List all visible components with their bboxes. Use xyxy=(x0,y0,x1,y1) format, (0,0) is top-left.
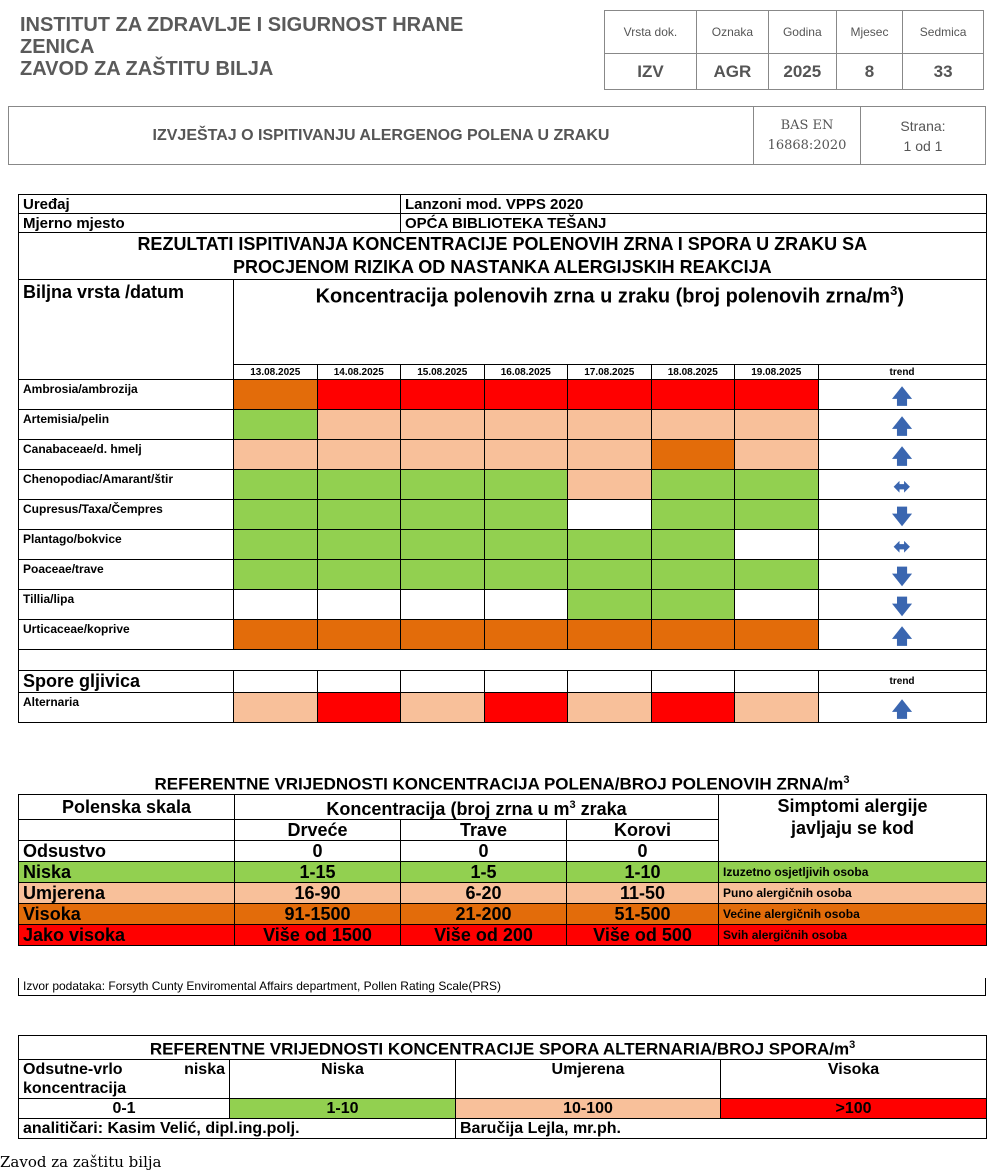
reference-row xyxy=(19,883,987,904)
concentration-cell xyxy=(484,530,568,560)
concentration-cell xyxy=(568,470,652,500)
scale-level: Umjerena xyxy=(19,883,235,904)
concentration-cell xyxy=(317,590,401,620)
concentration-cell xyxy=(735,470,819,500)
concentration-cell xyxy=(735,590,819,620)
reference-row xyxy=(19,862,987,883)
concentration-cell xyxy=(317,410,401,440)
left-right-arrow-icon: ⬌ xyxy=(893,536,911,558)
concentration-cell xyxy=(735,380,819,410)
scale-level: Odsustvo xyxy=(19,841,235,862)
symptoms-header xyxy=(719,795,987,862)
concentration-cell xyxy=(735,410,819,440)
reference-alternaria-title-sup: 3 xyxy=(849,1039,856,1051)
alt-header-moderate: Umjerena xyxy=(456,1059,721,1098)
trees-range: 91-1500 xyxy=(235,904,401,925)
date-header: 14.08.2025 xyxy=(317,365,401,380)
scale-header: Polenska skala xyxy=(19,795,235,820)
trend-cell xyxy=(818,560,986,590)
alt-value-low: 1-10 xyxy=(230,1098,456,1118)
concentration-cell xyxy=(651,620,735,650)
group-trees: Drveće xyxy=(235,820,401,841)
alt-header-low: Niska xyxy=(230,1059,456,1098)
concentration-cell xyxy=(234,410,318,440)
concentration-cell xyxy=(401,440,485,470)
concentration-cell xyxy=(651,560,735,590)
species-name: Urticaceae/koprive xyxy=(19,620,234,650)
grass-range: Više od 200 xyxy=(401,925,567,946)
concentration-cell xyxy=(651,500,735,530)
species-name: Plantago/bokvice xyxy=(19,530,234,560)
species-name: Alternaria xyxy=(19,693,234,723)
trend-cell xyxy=(818,620,986,650)
concentration-cell xyxy=(484,410,568,440)
concentration-cell xyxy=(735,500,819,530)
species-name: Canabaceae/d. hmelj xyxy=(19,440,234,470)
standard-line-2: 16868:2020 xyxy=(767,137,847,153)
device-label: Uređaj xyxy=(19,195,401,214)
page-label: Strana: xyxy=(900,117,946,134)
conc-header-text: Koncentracija (broj zrna u m xyxy=(326,799,570,819)
concentration-cell xyxy=(234,440,318,470)
table-row xyxy=(19,470,987,500)
group-grass: Trave xyxy=(401,820,567,841)
concentration-cell xyxy=(484,620,568,650)
concentration-header xyxy=(234,280,987,365)
spores-trend-header: trend xyxy=(818,671,986,693)
concentration-cell xyxy=(317,380,401,410)
empty-cell xyxy=(234,671,318,693)
table-row xyxy=(19,560,987,590)
page-value: 1 od 1 xyxy=(903,137,943,154)
concentration-cell xyxy=(401,380,485,410)
concentration-cell xyxy=(651,380,735,410)
trees-range: 16-90 xyxy=(235,883,401,904)
concentration-cell xyxy=(568,590,652,620)
concentration-cell xyxy=(568,440,652,470)
analysts-label: analitičari: Kasim Velić, dipl.ing.polj. xyxy=(19,1118,456,1138)
meta-label-month: Mjesec xyxy=(836,11,903,54)
reference-pollen-table xyxy=(18,794,987,946)
device-value: Lanzoni mod. VPPS 2020 xyxy=(401,195,987,214)
concentration-cell xyxy=(484,560,568,590)
symptom-text: Svih alergičnih osoba xyxy=(719,925,987,946)
concentration-cell xyxy=(401,693,485,723)
alt-value-absent: 0-1 xyxy=(19,1098,230,1118)
trend-cell xyxy=(818,440,986,470)
spores-header-row xyxy=(19,671,987,693)
concentration-cell xyxy=(401,530,485,560)
down-arrow-icon: 🡇 xyxy=(891,506,913,528)
up-arrow-icon: 🡅 xyxy=(891,446,913,468)
institute-name xyxy=(20,14,580,80)
scale-header-blank xyxy=(19,820,235,841)
table-row xyxy=(19,500,987,530)
weeds-range: Više od 500 xyxy=(567,925,719,946)
concentration-cell xyxy=(735,560,819,590)
concentration-cell xyxy=(735,620,819,650)
empty-cell xyxy=(651,671,735,693)
concentration-cell xyxy=(568,620,652,650)
scale-level: Visoka xyxy=(19,904,235,925)
meta-label-code: Oznaka xyxy=(696,11,768,54)
symptoms-header-line-2: javljaju se kod xyxy=(791,818,915,838)
date-header: 16.08.2025 xyxy=(484,365,568,380)
species-name: Chenopodiac/Amarant/štir xyxy=(19,470,234,500)
concentration-cell xyxy=(401,410,485,440)
symptoms-header-line-1: Simptomi alergije xyxy=(777,796,928,816)
concentration-cell xyxy=(401,620,485,650)
down-arrow-icon: 🡇 xyxy=(891,566,913,588)
standard-line-1: BAS EN xyxy=(780,117,834,133)
institute-line-3: ZAVOD ZA ZAŠTITU BILJA xyxy=(20,58,274,80)
location-label: Mjerno mjesto xyxy=(19,214,401,233)
alt-header-high: Visoka xyxy=(721,1059,987,1098)
concentration-cell xyxy=(234,380,318,410)
concentration-cell xyxy=(651,693,735,723)
meta-value-doc-type: IZV xyxy=(605,54,697,90)
empty-cell xyxy=(735,671,819,693)
concentration-cell xyxy=(234,470,318,500)
concentration-header-sup: 3 xyxy=(890,283,898,298)
grass-range: 0 xyxy=(401,841,567,862)
trend-cell xyxy=(818,470,986,500)
reference-row xyxy=(19,904,987,925)
scale-level: Niska xyxy=(19,862,235,883)
concentration-cell xyxy=(401,590,485,620)
concentration-cell xyxy=(317,620,401,650)
concentration-cell xyxy=(234,530,318,560)
date-header: 17.08.2025 xyxy=(568,365,652,380)
concentration-cell xyxy=(568,530,652,560)
species-name: Artemisia/pelin xyxy=(19,410,234,440)
symptom-text: Većine alergičnih osoba xyxy=(719,904,987,925)
empty-cell xyxy=(484,671,568,693)
empty-cell xyxy=(401,671,485,693)
weeds-range: 1-10 xyxy=(567,862,719,883)
empty-cell xyxy=(317,671,401,693)
species-header: Biljna vrsta /datum xyxy=(19,280,234,380)
table-row xyxy=(19,693,987,723)
report-title-bar xyxy=(8,106,986,165)
concentration-header-end: ) xyxy=(897,285,904,308)
trend-header: trend xyxy=(818,365,986,380)
reference-pollen-title-sup: 3 xyxy=(843,774,850,786)
concentration-cell xyxy=(317,470,401,500)
up-arrow-icon: 🡅 xyxy=(891,699,913,721)
concentration-cell xyxy=(651,530,735,560)
table-row xyxy=(19,530,987,560)
species-name: Ambrosia/ambrozija xyxy=(19,380,234,410)
concentration-cell xyxy=(234,620,318,650)
meta-value-year: 2025 xyxy=(768,54,836,90)
page-indicator xyxy=(861,107,986,165)
concentration-cell xyxy=(317,500,401,530)
concentration-cell xyxy=(484,440,568,470)
concentration-cell xyxy=(401,560,485,590)
symptom-text: Izuzetno osjetljivih osoba xyxy=(719,862,987,883)
concentration-cell xyxy=(317,440,401,470)
table-row xyxy=(19,410,987,440)
pollen-measurement-table xyxy=(18,194,987,723)
empty-cell xyxy=(568,671,652,693)
meta-label-doc-type: Vrsta dok. xyxy=(605,11,697,54)
concentration-cell xyxy=(651,470,735,500)
weeds-range: 0 xyxy=(567,841,719,862)
trees-range: Više od 1500 xyxy=(235,925,401,946)
table-row xyxy=(19,620,987,650)
alt-header-absent: Odsutne-vrlo niska koncentracija xyxy=(19,1059,230,1098)
report-title: IZVJEŠTAJ O ISPITIVANJU ALERGENOG POLENA U ZRAKU xyxy=(9,107,754,165)
reference-row xyxy=(19,925,987,946)
up-arrow-icon: 🡅 xyxy=(891,386,913,408)
concentration-cell xyxy=(401,470,485,500)
trees-range: 1-15 xyxy=(235,862,401,883)
species-name: Tillia/lipa xyxy=(19,590,234,620)
conc-header-end: zraka xyxy=(575,799,627,819)
concentration-cell xyxy=(234,500,318,530)
results-title-line-2: PROCJENOM RIZIKA OD NASTANKA ALERGIJSKIH REAKCIJA xyxy=(232,257,772,277)
table-row xyxy=(19,590,987,620)
date-header: 13.08.2025 xyxy=(234,365,318,380)
alt-value-high: >100 xyxy=(721,1098,987,1118)
concentration-cell xyxy=(484,693,568,723)
trend-cell xyxy=(818,693,986,723)
concentration-cell xyxy=(651,440,735,470)
concentration-cell xyxy=(568,380,652,410)
symptom-text: Puno alergičnih osoba xyxy=(719,883,987,904)
trend-cell xyxy=(818,380,986,410)
results-title xyxy=(19,233,987,280)
location-value: OPĆA BIBLIOTEKA TEŠANJ xyxy=(401,214,987,233)
concentration-cell xyxy=(735,530,819,560)
conc-header xyxy=(235,795,719,820)
group-weeds: Korovi xyxy=(567,820,719,841)
footer-text: Zavod za zaštitu bilja xyxy=(0,1153,162,1171)
concentration-cell xyxy=(484,470,568,500)
weeds-range: 51-500 xyxy=(567,904,719,925)
conc-header-sup: 3 xyxy=(569,799,576,811)
up-arrow-icon: 🡅 xyxy=(891,626,913,648)
concentration-header-text: Koncentracija polenovih zrna u zraku (broj polenovih zrna/m xyxy=(315,285,891,308)
concentration-cell xyxy=(568,560,652,590)
meta-value-month: 8 xyxy=(836,54,903,90)
standard-code xyxy=(754,107,861,165)
trend-cell xyxy=(818,530,986,560)
spacer-cell xyxy=(19,650,987,671)
results-title-line-1: REZULTATI ISPITIVANJA KONCENTRACIJE POLENOVIH ZRNA I SPORA U ZRAKU SA xyxy=(137,234,868,254)
concentration-cell xyxy=(484,380,568,410)
document-meta-table xyxy=(604,10,984,90)
trend-cell xyxy=(818,590,986,620)
date-header: 18.08.2025 xyxy=(651,365,735,380)
up-arrow-icon: 🡅 xyxy=(891,416,913,438)
grass-range: 6-20 xyxy=(401,883,567,904)
concentration-cell xyxy=(735,440,819,470)
grass-range: 21-200 xyxy=(401,904,567,925)
date-header: 15.08.2025 xyxy=(401,365,485,380)
meta-value-week: 33 xyxy=(903,54,984,90)
meta-value-code: AGR xyxy=(696,54,768,90)
down-arrow-icon: 🡇 xyxy=(891,596,913,618)
reference-alternaria-title xyxy=(19,1036,987,1060)
grass-range: 1-5 xyxy=(401,862,567,883)
trees-range: 0 xyxy=(235,841,401,862)
spacer-row xyxy=(19,650,987,671)
concentration-cell xyxy=(735,693,819,723)
concentration-cell xyxy=(568,410,652,440)
date-header: 19.08.2025 xyxy=(735,365,819,380)
spores-header: Spore gljivica xyxy=(19,671,234,693)
concentration-cell xyxy=(317,560,401,590)
table-row xyxy=(19,440,987,470)
left-right-arrow-icon: ⬌ xyxy=(893,476,911,498)
reference-alternaria-title-text: REFERENTNE VRIJEDNOSTI KONCENTRACIJE SPORA ALTERNARIA/BROJ SPORA/m xyxy=(149,1039,850,1059)
species-name: Cupresus/Taxa/Čempres xyxy=(19,500,234,530)
concentration-cell xyxy=(317,693,401,723)
meta-label-year: Godina xyxy=(768,11,836,54)
institute-line-1: INSTITUT ZA ZDRAVLJE I SIGURNOST HRANE xyxy=(20,14,464,36)
trend-cell xyxy=(818,500,986,530)
concentration-cell xyxy=(484,590,568,620)
concentration-cell xyxy=(568,693,652,723)
data-source-note: Izvor podataka: Forsyth Cunty Enviromental Affairs department, Pollen Rating Scale(PRS) xyxy=(18,978,986,996)
institute-line-2: ZENICA xyxy=(20,36,95,58)
alt-value-moderate: 10-100 xyxy=(456,1098,721,1118)
reference-alternaria-table xyxy=(18,1035,987,1139)
concentration-cell xyxy=(401,500,485,530)
concentration-cell xyxy=(234,560,318,590)
analysts-second: Baručija Lejla, mr.ph. xyxy=(456,1118,987,1138)
concentration-cell xyxy=(234,693,318,723)
table-row xyxy=(19,380,987,410)
scale-level: Jako visoka xyxy=(19,925,235,946)
concentration-cell xyxy=(317,530,401,560)
reference-pollen-title-text: REFERENTNE VRIJEDNOSTI KONCENTRACIJA POLENA/BROJ POLENOVIH ZRNA/m xyxy=(154,774,844,794)
meta-label-week: Sedmica xyxy=(903,11,984,54)
trend-cell xyxy=(818,410,986,440)
concentration-cell xyxy=(234,590,318,620)
concentration-cell xyxy=(484,500,568,530)
species-name: Poaceae/trave xyxy=(19,560,234,590)
concentration-cell xyxy=(651,590,735,620)
concentration-cell xyxy=(568,500,652,530)
concentration-cell xyxy=(651,410,735,440)
weeds-range: 11-50 xyxy=(567,883,719,904)
reference-pollen-title xyxy=(18,774,986,795)
